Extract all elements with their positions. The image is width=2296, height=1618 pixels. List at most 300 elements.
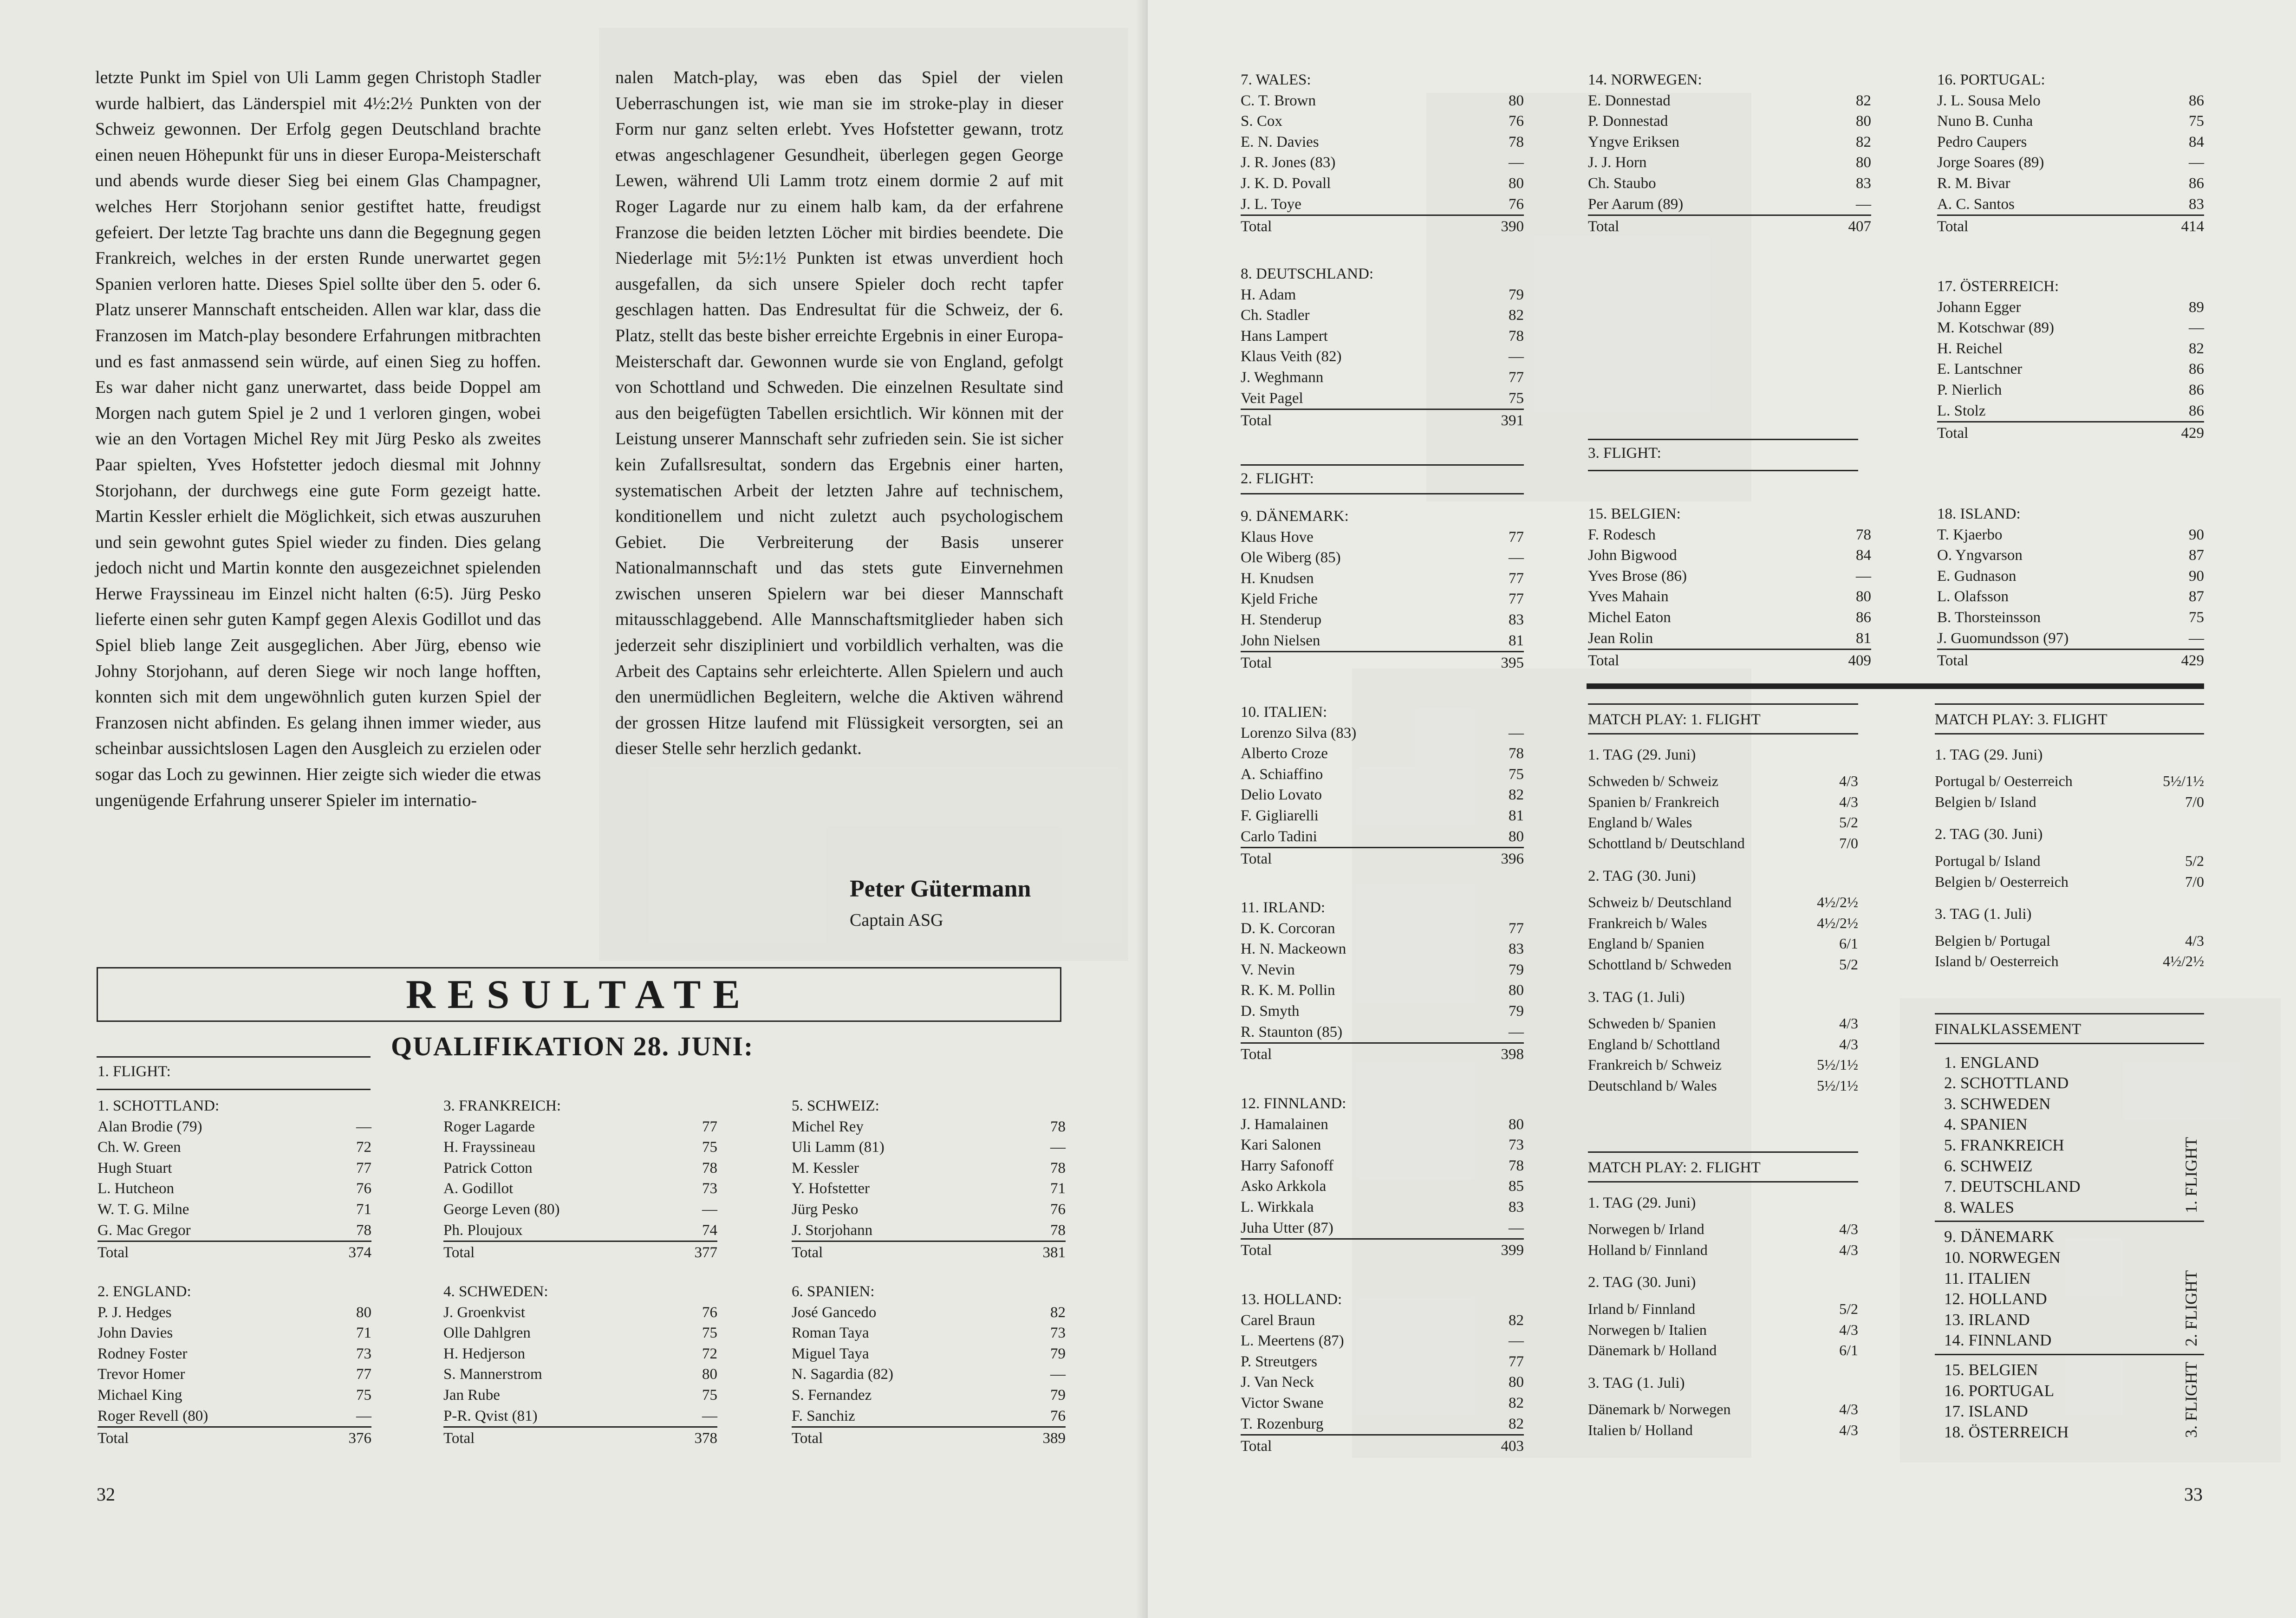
team-title: 15. BELGIEN:: [1588, 506, 1681, 522]
final-ranking: [1935, 1013, 2204, 1443]
player-name: Victor Swane: [1241, 1394, 1324, 1411]
page-number-right: 33: [2184, 1484, 2203, 1505]
player-name: H. Knudsen: [1241, 570, 1314, 587]
player-name: Lorenzo Silva (83): [1241, 724, 1357, 741]
player-score: 75: [2189, 113, 2204, 130]
player-row: [1937, 586, 2204, 607]
player-name: P. J. Hedges: [98, 1304, 172, 1321]
player-row: [98, 1406, 371, 1427]
final-rank-entry: 15. BELGIEN: [1944, 1360, 2038, 1379]
match-play-flight: [1588, 1151, 1858, 1453]
match-row: [1588, 833, 1858, 854]
match-row: [1588, 1319, 1858, 1340]
signature-name: Peter Gütermann: [850, 876, 1031, 902]
match-day-label: 2. TAG (30. Juni): [1588, 867, 1696, 884]
flight-1-label: 1. FLIGHT:: [98, 1063, 171, 1080]
team-score-table: [1241, 70, 1524, 237]
player-row: [98, 1364, 371, 1385]
player-score: —: [1856, 195, 1871, 213]
total-label: Total: [98, 1244, 129, 1261]
player-row: [1588, 194, 1871, 215]
player-score: 80: [1509, 1374, 1524, 1391]
match-pairing: Dänemark b/ Holland: [1588, 1342, 1717, 1359]
match-result: 5½/1½: [1817, 1056, 1858, 1073]
match-row: [1588, 1075, 1858, 1096]
match-pairing: England b/ Spanien: [1588, 935, 1704, 952]
player-score: 73: [356, 1345, 371, 1362]
player-name: H. Hedjerson: [443, 1345, 525, 1362]
player-name: Nuno B. Cunha: [1937, 113, 2033, 130]
player-score: 71: [1050, 1180, 1066, 1197]
player-row: [98, 1117, 371, 1137]
match-pairing: Dänemark b/ Norwegen: [1588, 1401, 1731, 1418]
player-row: [1241, 132, 1524, 153]
player-row: [1241, 568, 1524, 589]
player-name: S. Fernandez: [792, 1386, 872, 1404]
signature-role: Captain ASG: [850, 910, 943, 930]
player-name: G. Mac Gregor: [98, 1222, 191, 1239]
player-row: [98, 1323, 371, 1344]
spacer: [1588, 1260, 1858, 1272]
match-row: [1935, 771, 2204, 792]
player-score: 85: [1509, 1178, 1524, 1195]
player-score: 80: [1509, 828, 1524, 845]
match-pairing: Italien b/ Holland: [1588, 1421, 1693, 1438]
player-name: H. Reichel: [1937, 340, 2003, 357]
player-row: [1241, 589, 1524, 610]
player-row: [1937, 566, 2204, 587]
player-name: A. C. Santos: [1937, 195, 2015, 213]
team-title: 12. FINNLAND:: [1241, 1095, 1346, 1112]
player-score: 73: [1050, 1325, 1066, 1342]
player-name: J. Weghmann: [1241, 369, 1324, 386]
player-row: [1937, 628, 2204, 649]
player-score: 82: [2189, 340, 2204, 357]
team-title: 6. SPANIEN:: [792, 1283, 875, 1300]
total-label: Total: [792, 1244, 823, 1261]
player-name: J. Van Neck: [1241, 1374, 1314, 1391]
player-row: [1241, 785, 1524, 806]
match-row: [1588, 792, 1858, 812]
player-row: [1241, 152, 1524, 173]
match-pairing: Schottland b/ Deutschland: [1588, 834, 1745, 851]
match-row: [1588, 1420, 1858, 1441]
player-score: 80: [1509, 982, 1524, 999]
player-score: —: [356, 1407, 371, 1424]
team-score-table: [98, 1096, 371, 1263]
player-row: [1241, 806, 1524, 826]
match-row: [1935, 851, 2204, 871]
team-score-table: [1241, 1093, 1524, 1261]
team-title: 7. WALES:: [1241, 71, 1311, 88]
player-row: [792, 1385, 1066, 1406]
player-score: —: [2189, 630, 2204, 647]
team-total: 378: [694, 1430, 717, 1447]
player-name: Ph. Ploujoux: [443, 1222, 523, 1239]
player-score: 71: [356, 1201, 371, 1218]
total-label: Total: [443, 1244, 475, 1261]
player-name: Hugh Stuart: [98, 1159, 172, 1176]
match-result: 5½/1½: [2163, 773, 2204, 790]
team-total: 429: [2181, 652, 2204, 669]
player-score: 82: [1509, 1415, 1524, 1432]
player-row: [1937, 607, 2204, 628]
team-title: 3. FRANKREICH:: [443, 1098, 561, 1114]
player-name: A. Schiaffino: [1241, 766, 1323, 783]
team-title: 18. ISLAND:: [1937, 506, 2021, 522]
player-score: 80: [1856, 113, 1871, 130]
player-name: José Gancedo: [792, 1304, 877, 1321]
player-row: [1937, 173, 2204, 194]
player-name: M. Kessler: [792, 1159, 859, 1176]
player-row: [1241, 918, 1524, 939]
total-label: Total: [792, 1430, 823, 1447]
player-row: [1241, 1331, 1524, 1352]
team-total: 403: [1501, 1438, 1524, 1455]
player-row: [792, 1406, 1066, 1427]
total-label: Total: [1241, 1438, 1272, 1455]
match-pairing: Frankreich b/ Schweiz: [1588, 1056, 1722, 1073]
player-name: Roman Taya: [792, 1325, 869, 1342]
player-score: 78: [1509, 133, 1524, 150]
player-row: [443, 1406, 717, 1427]
player-name: Harry Safonoff: [1241, 1157, 1334, 1174]
player-score: 79: [1509, 286, 1524, 303]
player-row: [443, 1158, 717, 1179]
player-name: Michel Rey: [792, 1118, 864, 1135]
match-result: 4/3: [1839, 1241, 1858, 1258]
team-score-table: [98, 1281, 371, 1449]
player-score: 80: [702, 1366, 717, 1383]
match-row: [1588, 1219, 1858, 1240]
player-score: —: [1509, 1332, 1524, 1350]
match-pairing: Holland b/ Finnland: [1588, 1241, 1708, 1258]
player-score: 82: [1509, 1394, 1524, 1411]
player-row: [1241, 1156, 1524, 1176]
match-row: [1588, 1013, 1858, 1034]
player-score: 83: [1509, 1198, 1524, 1215]
article-column-2: nalen Match-play, was eben das Spiel der vielen Ueberraschungen ist, wie man sie im stroke-play in dieser Form nur ganz selten erlebt. Yves Hofstetter gewann, trotz etwas angeschlagener Gesundheit, überlegen gegen George Lewen, während Uli Lamm trotz einem dormie 2 auf mit Roger Lagarde nur zu einem halb kam, da der erfahrene Franzose die beiden letzten Löcher mit birdies beendete. Die Niederlage mit 5½:1½ Punkten ist etwas unverdient hoch ausgefallen, da sich unsere Spieler doch recht tapfer geschlagen hatten. Das Endresultat für die Schweiz, der 6. Platz, stellt das beste bisher erreichte Ergebnis in einer Europa-Meisterschaft dar. Gewonnen wurde sie von England, gefolgt von Schottland und Schweden. Die einzelnen Resultate sind aus den beigefügten Tabellen ersichtlich. Wir können mit der Leistung unserer Mannschaft sehr zufrieden sein. Sie ist sicher kein Zufallsresultat, sondern das Ergebnis einer harten, systematischen Arbeit der letzten Jahre auf technischem, konditionellem und nicht zuletzt auch psychologischem Gebiet. Die Verbreiterung der Basis unserer Nationalmannschaft und das stets gute Einvernehmen zwischen unseren Spielern war bei dieser Mannschaft mitausschlaggebend. Alle Mannschaftsmitglieder haben sich jederzeit sehr diszipliniert und vorbildlich verhalten, was die Arbeit des Captains sehr erleichterte. Allen Spielern und auch den unermüdlichen Begleitern, welche die Aktiven während der grossen Hitze laufend mit Flüssigkeit versorgten, sei an dieser Stelle sehr herzlich gedankt.: [615, 68, 1063, 759]
team-score-table: [1588, 504, 1871, 671]
page-number-left: 32: [97, 1484, 115, 1505]
player-score: —: [702, 1201, 717, 1218]
match-play-title: MATCH PLAY: 3. FLIGHT: [1935, 711, 2107, 728]
team-score-table: [792, 1281, 1066, 1449]
player-row: [1588, 152, 1871, 173]
team-score-table: [1937, 276, 2204, 444]
player-row: [443, 1199, 717, 1220]
match-play-flight: [1935, 703, 2204, 984]
player-row: [1937, 545, 2204, 566]
right-page: [1148, 0, 2296, 1618]
player-name: E. Donnestad: [1588, 92, 1671, 109]
rule: [1588, 1181, 1858, 1183]
player-name: F. Sanchiz: [792, 1407, 855, 1424]
total-label: Total: [1241, 218, 1272, 235]
total-label: Total: [1588, 652, 1620, 669]
player-row: [1937, 338, 2204, 359]
match-day-label: 1. TAG (29. Juni): [1588, 746, 1696, 763]
player-score: 82: [1509, 1312, 1524, 1329]
team-title: 8. DEUTSCHLAND:: [1241, 266, 1373, 282]
match-result: 7/0: [2185, 793, 2204, 810]
results-title-box: [97, 967, 1061, 1022]
player-row: [1937, 194, 2204, 215]
spacer: [1588, 1361, 1858, 1373]
player-score: 77: [1509, 591, 1524, 608]
team-title: 13. HOLLAND:: [1241, 1291, 1342, 1308]
player-name: George Leven (80): [443, 1201, 560, 1218]
team-total: 414: [2181, 218, 2204, 235]
player-row: [1241, 764, 1524, 785]
player-name: Alan Brodie (79): [98, 1118, 202, 1135]
player-row: [1241, 527, 1524, 548]
player-score: —: [1509, 348, 1524, 365]
player-score: 73: [702, 1180, 717, 1197]
player-name: A. Godillot: [443, 1180, 514, 1197]
player-row: [1241, 326, 1524, 347]
player-score: 77: [1509, 369, 1524, 386]
player-row: [1241, 826, 1524, 847]
player-name: L. Meertens (87): [1241, 1332, 1344, 1350]
player-row: [1241, 743, 1524, 764]
flight-side-label: 2. FLIGHT: [2182, 1270, 2200, 1346]
team-title: 11. IRLAND:: [1241, 899, 1326, 916]
match-result: 4½/2½: [2163, 953, 2204, 970]
match-row: [1588, 1340, 1858, 1361]
rule: [97, 1056, 371, 1058]
final-ranking-group: [1935, 1053, 2204, 1218]
match-result: 4/3: [1839, 1321, 1858, 1338]
player-row: [443, 1364, 717, 1385]
spacer: [1935, 812, 2204, 824]
team-total-row: [98, 1241, 371, 1263]
player-row: [1937, 525, 2204, 546]
player-score: 79: [1050, 1386, 1066, 1404]
team-total: 390: [1501, 218, 1524, 235]
team-total-row: [792, 1426, 1066, 1449]
player-score: 76: [1509, 195, 1524, 213]
player-row: [1588, 525, 1871, 546]
player-score: 80: [356, 1304, 371, 1321]
player-name: S. Cox: [1241, 113, 1282, 130]
player-score: 79: [1509, 1002, 1524, 1020]
final-ranking-title: FINALKLASSEMENT: [1935, 1021, 2081, 1038]
team-total: 398: [1501, 1046, 1524, 1063]
final-rank-entry: 11. ITALIEN: [1944, 1269, 2031, 1287]
player-score: 75: [702, 1386, 717, 1404]
rule: [1935, 1013, 2204, 1014]
player-score: 82: [1856, 92, 1871, 109]
results-title: RESULTATE: [406, 972, 752, 1017]
final-rank-entry: 18. ÖSTERREICH: [1944, 1423, 2069, 1441]
final-rank-entry: 3. SCHWEDEN: [1944, 1094, 2051, 1113]
player-score: 76: [356, 1180, 371, 1197]
player-name: John Bigwood: [1588, 547, 1677, 564]
player-name: Yves Brose (86): [1588, 567, 1687, 585]
article-column-1: letzte Punkt im Spiel von Uli Lamm gegen Christoph Stadler wurde halbiert, das Länderspiel mit 4½:2½ Punkten von der Schweiz gewonnen. Der Erfolg gegen Deutschland brachte einen neuen Höhepunkt für uns in dieser Europa-Meisterschaft und abends wurde dieser Sieg bei einem Glas Champagner, welches Herr Storjohann senior gestiftet hatte, freudigst gefeiert. Der letzte Tag brachte uns dann die Begegnung gegen Frankreich, welches in der ersten Runde unerwartet gegen Spanien verloren hatte. Dieses Spiel sollte über den 5. oder 6. Platz unserer Mannschaft entscheiden. Allen war klar, dass die Franzosen im Match-play besondere Erfahrungen mitbrachten und es fast anmassend sein würde, auf einen Sieg zu hoffen. Es war daher nicht ganz unerwartet, dass beide Doppel am Morgen nach gutem Spiel je 2 und 1 verloren gingen, wobei wie an den Vortagen Michel Rey mit Jürg Pesko als zweites Paar spielten, Yves Hofstetter jedoch diesmal mit Johnny Storjohann, der durchwegs eine gute Form gezeigt hatte. Martin Kessler erhielt die Möglichkeit, sich etwas auszuruhen und sein gewohnt gutes Spiel wieder zu finden. Dies gelang jedoch nicht und Martin konnte den ausgezeichnet spielenden Herwe Frayssineau im Einzel nicht halten (6:5). Jürg Pesko lieferte einen sehr guten Kampf gegen Alexis Godillot und das Spiel blieb lange Zeit ausgeglichen. Aber Jürg, ebenso wie Johny Storjohann, auf deren Siege wir noch lange hofften, konnten sich mit dem ungewöhnlich guten kurzen Spiel der Franzosen nicht abfinden. Es gelang ihnen immer wieder, aus scheinbar aussichtslosen Lagen den Ausgleich zu erzielen oder sogar das Loch zu gewinnen. Hier zeigte sich wieder die etwas ungenügende Erfahrung unserer Spieler im internatio-: [95, 68, 541, 810]
player-row: [443, 1220, 717, 1241]
match-result: 4/3: [1839, 1035, 1858, 1053]
team-total-row: [1588, 649, 1871, 671]
match-result: 6/1: [1839, 935, 1858, 952]
player-name: Kjeld Friche: [1241, 591, 1318, 608]
player-name: O. Yngvarson: [1937, 547, 2023, 564]
player-row: [1588, 132, 1871, 153]
team-total-row: [1241, 409, 1524, 431]
section-divider: [1587, 683, 2204, 689]
player-row: [443, 1323, 717, 1344]
player-row: [98, 1302, 371, 1323]
player-name: Rodney Foster: [98, 1345, 188, 1362]
total-label: Total: [1241, 1242, 1272, 1259]
player-row: [98, 1158, 371, 1179]
total-label: Total: [1937, 218, 1969, 235]
player-row: [1241, 630, 1524, 651]
player-row: [1588, 607, 1871, 628]
player-name: L. Stolz: [1937, 402, 1986, 419]
player-row: [1937, 359, 2204, 380]
rule: [1935, 1354, 2204, 1355]
final-rank-entry: 1. ENGLAND: [1944, 1053, 2039, 1072]
match-row: [1588, 812, 1858, 833]
team-total: 396: [1501, 851, 1524, 868]
player-name: Jorge Soares (89): [1937, 154, 2044, 171]
player-name: J. L. Toye: [1241, 195, 1301, 213]
player-score: 90: [2189, 526, 2204, 543]
player-score: 77: [1509, 1353, 1524, 1370]
player-score: 81: [1509, 632, 1524, 649]
player-name: B. Thorsteinsson: [1937, 609, 2041, 626]
player-row: [1937, 297, 2204, 318]
player-name: Johann Egger: [1937, 299, 2021, 316]
player-row: [792, 1158, 1066, 1179]
team-score-table: [1241, 1289, 1524, 1457]
team-title: 4. SCHWEDEN:: [443, 1283, 548, 1300]
player-name: Pedro Caupers: [1937, 133, 2027, 150]
total-label: Total: [1241, 851, 1272, 868]
player-name: Jürg Pesko: [792, 1201, 859, 1218]
rule: [1588, 703, 1858, 705]
player-name: Trevor Homer: [98, 1366, 185, 1383]
final-rank-entry: 13. IRLAND: [1944, 1310, 2030, 1329]
player-row: [443, 1302, 717, 1323]
player-name: John Nielsen: [1241, 632, 1320, 649]
player-name: Jan Rube: [443, 1386, 500, 1404]
spacer: [1935, 892, 2204, 904]
team-total: 389: [1042, 1430, 1066, 1447]
match-pairing: Portugal b/ Oesterreich: [1935, 773, 2073, 790]
player-score: 86: [2189, 402, 2204, 419]
match-result: 7/0: [2185, 873, 2204, 890]
player-name: Roger Revell (80): [98, 1407, 208, 1424]
player-row: [1588, 111, 1871, 132]
player-score: 90: [2189, 567, 2204, 585]
flight-3-label: 3. FLIGHT:: [1588, 445, 1661, 461]
player-row: [792, 1178, 1066, 1199]
rule: [1935, 1221, 2204, 1222]
final-rank-entry: 17. ISLAND: [1944, 1402, 2028, 1421]
player-row: [98, 1220, 371, 1241]
player-score: 86: [2189, 361, 2204, 378]
player-score: 78: [702, 1159, 717, 1176]
rule: [1588, 1151, 1858, 1153]
total-label: Total: [1937, 652, 1969, 669]
match-result: 4/3: [1839, 1401, 1858, 1418]
match-result: 4/3: [2185, 932, 2204, 949]
player-name: Ch. W. Green: [98, 1139, 181, 1156]
player-score: 78: [1050, 1222, 1066, 1239]
player-name: L. Hutcheon: [98, 1180, 174, 1197]
player-score: 83: [2189, 195, 2204, 213]
match-pairing: Schweden b/ Schweiz: [1588, 773, 1718, 790]
player-row: [443, 1178, 717, 1199]
player-score: 87: [2189, 547, 2204, 564]
team-total-row: [1937, 649, 2204, 671]
match-pairing: England b/ Wales: [1588, 814, 1692, 831]
match-pairing: Island b/ Oesterreich: [1935, 953, 2059, 970]
player-name: Juha Utter (87): [1241, 1219, 1333, 1236]
spacer: [1588, 1441, 1858, 1453]
final-rank-entry: 4. SPANIEN: [1944, 1115, 2028, 1134]
match-result: 5/2: [2185, 852, 2204, 869]
player-row: [1241, 980, 1524, 1001]
player-score: 75: [356, 1386, 371, 1404]
player-row: [1937, 111, 2204, 132]
match-result: 4/3: [1839, 1015, 1858, 1032]
player-score: 80: [1856, 588, 1871, 605]
team-total-row: [1241, 214, 1524, 237]
player-name: T. Rozenburg: [1241, 1415, 1324, 1432]
player-name: Asko Arkkola: [1241, 1178, 1327, 1195]
player-row: [1241, 547, 1524, 568]
player-row: [1241, 194, 1524, 215]
team-score-table: [1588, 70, 1871, 237]
team-title: 1. SCHOTTLAND:: [98, 1098, 220, 1114]
player-name: P. Donnestad: [1588, 113, 1668, 130]
team-total: 377: [694, 1244, 717, 1261]
player-score: 83: [1856, 175, 1871, 192]
player-score: 73: [1509, 1137, 1524, 1154]
player-name: R. Staunton (85): [1241, 1023, 1343, 1040]
match-pairing: Norwegen b/ Italien: [1588, 1321, 1707, 1338]
player-score: —: [356, 1118, 371, 1135]
player-name: L. Wirkkala: [1241, 1198, 1314, 1215]
player-row: [1937, 152, 2204, 173]
total-label: Total: [1241, 655, 1272, 672]
player-row: [1241, 1114, 1524, 1135]
player-name: Yves Mahain: [1588, 588, 1669, 605]
final-ranking-group: [1935, 1227, 2204, 1351]
rule: [1241, 464, 1524, 466]
player-row: [1241, 388, 1524, 409]
player-score: —: [1509, 1023, 1524, 1040]
player-name: Carel Braun: [1241, 1312, 1315, 1329]
match-day-label: 1. TAG (29. Juni): [1588, 1194, 1696, 1211]
team-total-row: [1937, 214, 2204, 237]
player-score: 83: [1509, 941, 1524, 958]
match-row: [1588, 1034, 1858, 1055]
team-title: 17. ÖSTERREICH:: [1937, 278, 2059, 295]
player-score: —: [2189, 154, 2204, 171]
match-row: [1588, 771, 1858, 792]
player-score: 87: [2189, 588, 2204, 605]
spacer: [1588, 1096, 1858, 1108]
player-row: [1588, 566, 1871, 587]
total-label: Total: [1241, 1046, 1272, 1063]
match-row: [1935, 792, 2204, 812]
player-score: 78: [1050, 1118, 1066, 1135]
